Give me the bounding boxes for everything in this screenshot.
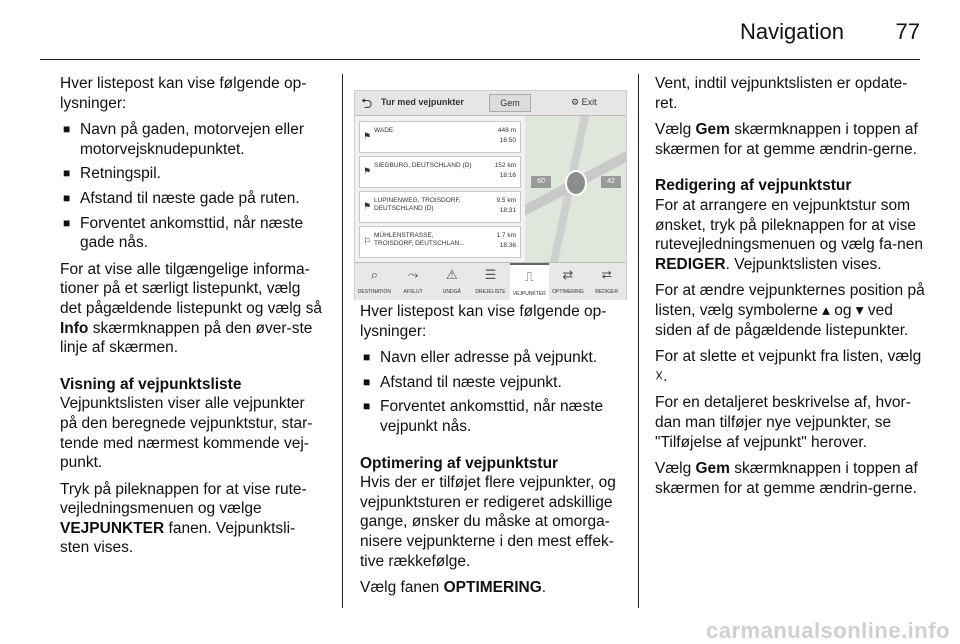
table-row[interactable]: ⚐ MÜHLENSTRASSE, TROISDORF, DEUTSCHLAN... 1.7 km 18:36	[359, 226, 521, 258]
waypoint-flag-icon: ⚑	[363, 131, 372, 141]
column-2	[360, 302, 622, 605]
col1-heading: Visning af vejpunktsliste	[60, 375, 242, 393]
gem-keyword: Gem	[695, 460, 730, 478]
col3-save-again-paragraph: Vælg Gem skærmknappen i toppen af skærmen for at gemme ændrin-gerne.	[655, 460, 918, 497]
turn-list-icon: ☰	[484, 267, 497, 282]
list-item: ■ Forventet ankomsttid, når næste gade nås.	[60, 214, 322, 253]
col1-intro: Hver listepost kan vise følgende op-lysninger:	[60, 75, 307, 112]
waypoint-list	[359, 121, 521, 261]
col2-optimize-paragraph: Hvis der er tilføjet flere vejpunkter, og vejpunktsturen er redigeret adskillige gange, ønsker du måske at omorga-nisere vejpunkterne i den mest effek-tive rækkefølge.	[360, 474, 616, 570]
list-item: ■ Forventet ankomsttid, når næste vejpunkt nås.	[360, 397, 622, 436]
speed-sign: 60	[531, 176, 551, 188]
col3-heading: Redigering af vejpunktstur	[655, 177, 852, 195]
col2-bullet-list	[360, 348, 622, 436]
column-divider-1	[342, 74, 343, 608]
section-title: Navigation	[740, 19, 844, 44]
map-view[interactable]	[525, 116, 626, 262]
list-item: ■ Afstand til næste vejpunkt.	[360, 373, 622, 393]
page-header	[0, 0, 960, 62]
exit-button[interactable]: ⚙ Exit	[571, 97, 597, 107]
col2-select-paragraph: Vælg fanen OPTIMERING.	[360, 579, 547, 597]
tab-destination[interactable]: ⌕ DESTINATION	[355, 263, 394, 300]
gem-button[interactable]: Gem	[489, 94, 531, 112]
col3-description-paragraph: For en detaljeret beskrivelse af, hvor-dan man tilføjer nye vejpunkter, se "Tilføjelse af vejpunkt" herover.	[655, 394, 911, 451]
tab-afslut[interactable]: ⤳ AFSLUT	[394, 263, 433, 300]
optimize-icon: ⇄	[562, 267, 574, 282]
header-divider	[40, 59, 920, 60]
vehicle-position-icon	[565, 170, 587, 196]
waypoint-flag-icon: ⚑	[363, 201, 372, 211]
list-item: ■ Afstand til næste gade på ruten.	[60, 189, 322, 209]
col3-reorder-paragraph: For at ændre vejpunkternes position på listen, vælg symbolerne ▴ og ▾ ved siden af de pågældende listepunkter.	[655, 282, 925, 339]
search-icon: ⌕	[370, 267, 378, 282]
col2-heading: Optimering af vejpunktstur	[360, 454, 559, 472]
list-item: ■ Navn eller adresse på vejpunkt.	[360, 348, 622, 368]
gem-keyword: Gem	[695, 121, 730, 139]
tab-drejeliste[interactable]: ☰ DREJELISTE	[471, 263, 510, 300]
tab-vejpunkter[interactable]: ⎍ VEJPUNKTER	[510, 263, 549, 300]
tab-undgaa[interactable]: ⚠ UNDGÅ	[432, 263, 471, 300]
watermark: carmanualsonline.info	[706, 618, 950, 643]
column-3	[655, 74, 927, 505]
waypoint-flag-icon: ⚑	[363, 166, 372, 176]
screen-tab-bar	[355, 262, 626, 300]
col1-info-paragraph: For at vise alle tilgængelige informa-tioner på et særligt listepunkt, vælg det pågældende listepunkt og vælg så Info skærmknappen på den øver-ste linje af skærmen.	[60, 260, 322, 357]
col3-delete-paragraph: For at slette et vejpunkt fra listen, vælg ☓.	[655, 348, 922, 385]
edit-route-icon: ⮂	[601, 267, 612, 282]
info-keyword: Info	[60, 319, 89, 337]
col3-edit-paragraph: For at arrangere en vejpunktstur som ønsket, tryk på pileknappen for at vise rutevejledningsmenuen og vælg fa-nen REDIGER. Vejpunktslisten vises.	[655, 196, 923, 273]
gear-icon: ⚙	[571, 97, 580, 107]
back-arrow-icon[interactable]: ⮌	[361, 95, 373, 111]
speed-sign: 42	[601, 176, 621, 188]
destination-flag-icon: ⚐	[363, 236, 372, 246]
page-number: 77	[895, 19, 920, 44]
col1-arrow-paragraph: Tryk på pileknappen for at vise rute-vejledningsmenuen og vælge VEJPUNKTER fanen. Vejpunktsli-sten vises.	[60, 480, 307, 557]
waypoints-icon: ⎍	[524, 269, 534, 284]
optimering-keyword: OPTIMERING	[443, 579, 542, 597]
col3-wait-paragraph: Vent, indtil vejpunktslisten er opdate-ret.	[655, 75, 908, 112]
tab-rediger[interactable]: ⮂ REDIGER	[587, 263, 626, 300]
list-item: ■ Retningspil.	[60, 164, 322, 184]
table-row[interactable]: ⚑ LUPINENWEG, TROISDORF, DEUTSCHLAND (D) 9.5 km 18:31	[359, 191, 521, 223]
table-row[interactable]: ⚑ SIEGBURG, DEUTSCHLAND (D) 152 km 18:16	[359, 156, 521, 188]
screen-top-bar	[355, 91, 626, 116]
rediger-keyword: REDIGER	[655, 255, 726, 273]
col1-list-paragraph: Vejpunktslisten viser alle vejpunkter på den beregnede vejpunktstur, star-tende med nærmest kommende vej-punkt.	[60, 395, 313, 472]
column-1	[60, 74, 322, 565]
screen-title: Tur med vejpunkter	[381, 97, 464, 107]
avoid-icon: ⚠	[445, 267, 458, 282]
column-divider-2	[638, 74, 639, 608]
col3-save-paragraph: Vælg Gem skærmknappen i toppen af skærmen for at gemme ændrin-gerne.	[655, 121, 918, 158]
tab-optimering[interactable]: ⇄ OPTIMERING	[549, 263, 588, 300]
col1-bullet-list	[60, 120, 322, 253]
list-item: ■ Navn på gaden, motorvejen eller motorvejsknudepunktet.	[60, 120, 322, 159]
route-end-icon: ⤳	[407, 267, 419, 282]
vejpunkter-keyword: VEJPUNKTER	[60, 519, 165, 537]
navigation-screen-image	[354, 90, 627, 300]
table-row[interactable]: ⚑ WADE 448 m 16:50	[359, 121, 521, 153]
col2-intro: Hver listepost kan vise følgende op-lysninger:	[360, 303, 607, 340]
